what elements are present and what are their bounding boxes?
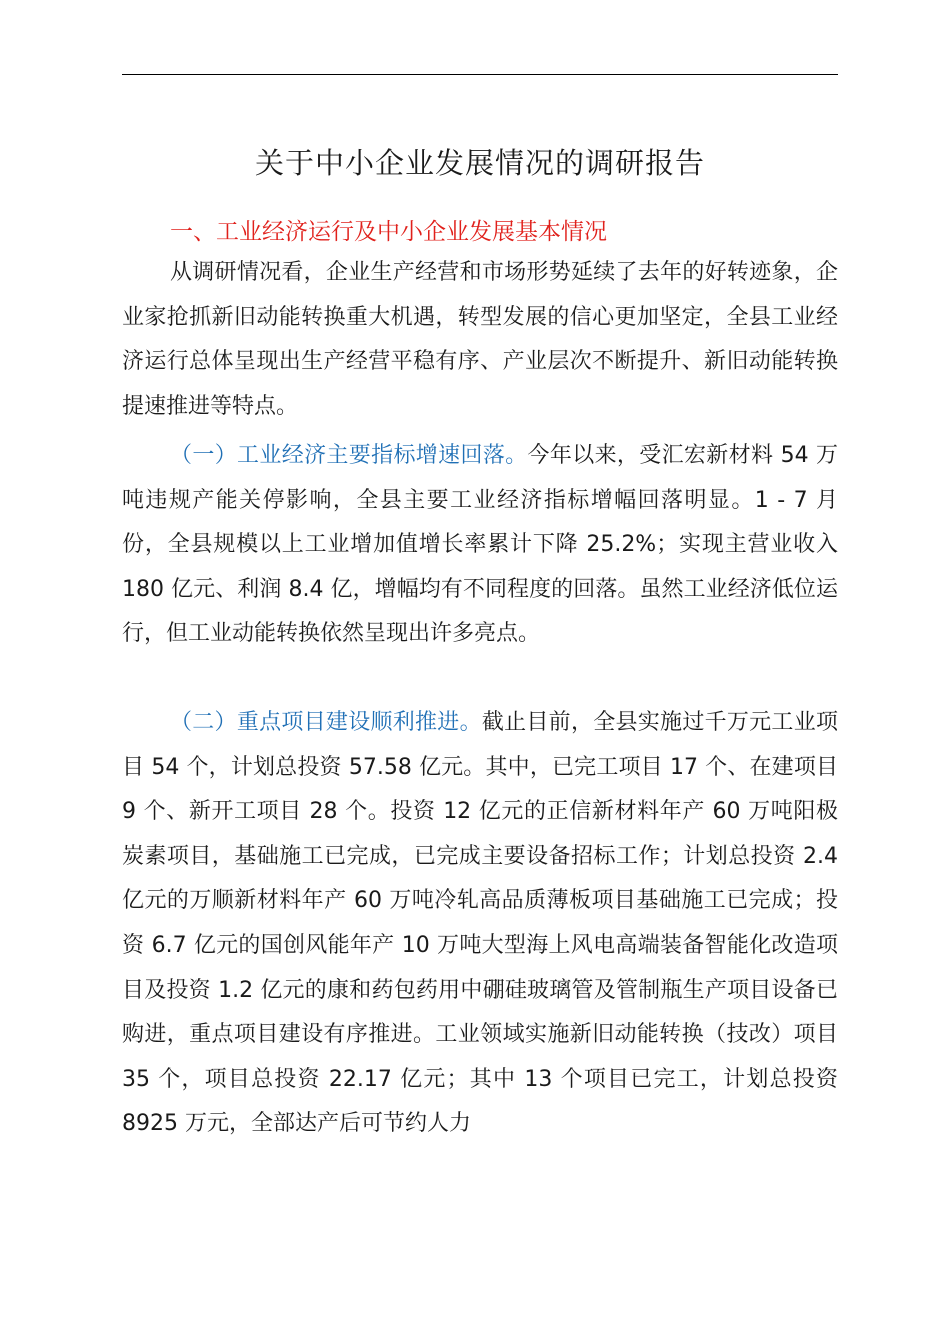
- paragraph-3: [122, 701, 838, 1147]
- section-heading: 一、工业经济运行及中小企业发展基本情况: [170, 219, 607, 245]
- paragraph-2-text: 今年以来，受汇宏新材料 54 万吨违规产能关停影响，全县主要工业经济指标增幅回落明显。1 - 7 月份，全县规模以上工业增加值增长率累计下降 25.2%；实现主营业收入 180 亿元、利润 8.4 亿，增幅均有不同程度的回落。虽然工业经济低位运行，但工业动能转换依然呈现出许多亮点。: [122, 443, 838, 647]
- paragraph-3-subhead: （二）重点项目建设顺利推进。: [170, 710, 482, 735]
- paragraph-2: [122, 434, 838, 657]
- paragraph-2-subhead: （一）工业经济主要指标增速回落。: [170, 443, 528, 468]
- paragraph-1-text: 从调研情况看，企业生产经营和市场形势延续了去年的好转迹象，企业家抢抓新旧动能转换重大机遇，转型发展的信心更加坚定，全县工业经济运行总体呈现出生产经营平稳有序、产业层次不断提升、新旧动能转换提速推进等特点。: [122, 260, 838, 419]
- paragraph-1: [122, 251, 838, 429]
- paragraph-3-text: 截止目前，全县实施过千万元工业项目 54 个，计划总投资 57.58 亿元。其中，已完工项目 17 个、在建项目 9 个、新开工项目 28 个。投资 12 亿元的正信新材料年产 60 万吨阳极炭素项目，基础施工已完成，已完成主要设备招标工作；计划总投资 2.4 亿元的万顺新材料年产 60 万吨冷轧高品质薄板项目基础施工已完成；投资 6.7 亿元的国创风能年产 10 万吨大型海上风电高端装备智能化改造项目及投资 1.2 亿元的康和药包药用中硼硅玻璃管及管制瓶生产项目设备已购进，重点项目建设有序推进。工业领域实施新旧动能转换（技改）项目 35 个，项目总投资 22.17 亿元；其中 13 个项目已完工，计划总投资 8925 万元，全部达产后可节约人力: [122, 710, 838, 1137]
- top-rule: [122, 74, 838, 75]
- document-title: 关于中小企业发展情况的调研报告: [254, 146, 705, 180]
